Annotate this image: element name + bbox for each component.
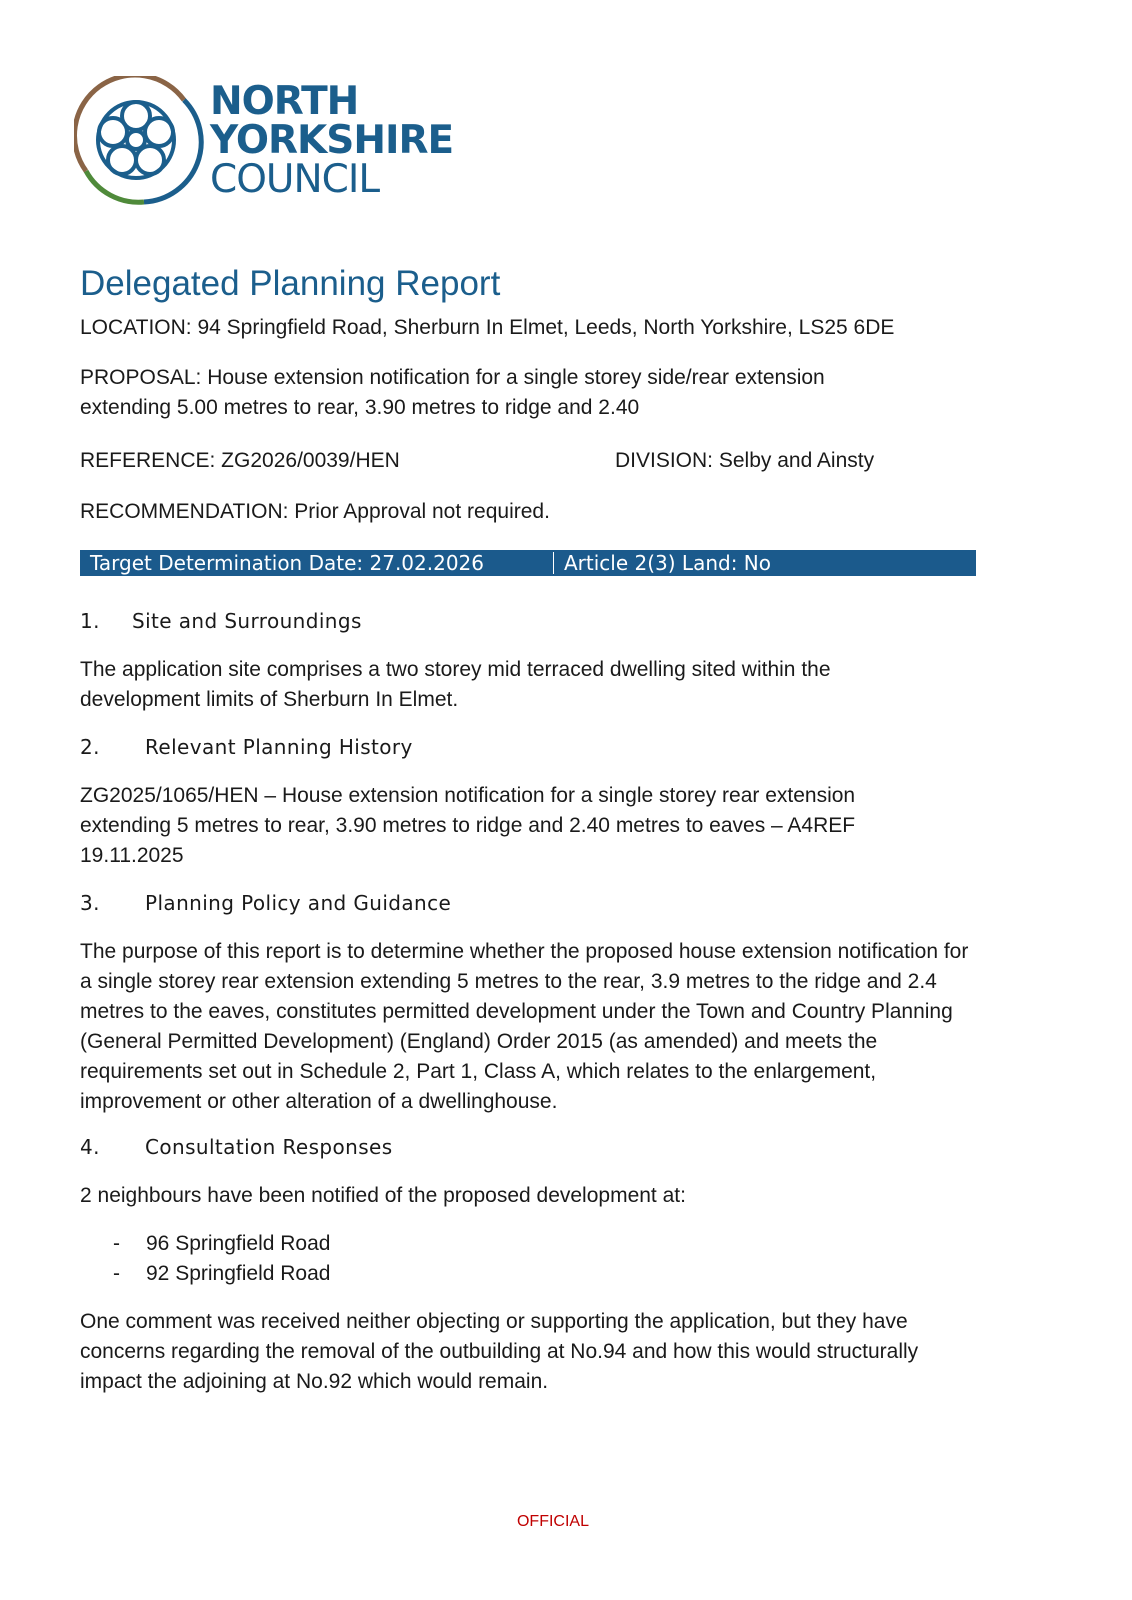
list-item: [80, 1259, 330, 1289]
location: LOCATION: 94 Springfield Road, Sherburn In Elmet, Leeds, North Yorkshire, LS25 6DE: [80, 316, 895, 339]
section-number: 1.: [80, 609, 100, 633]
official-marking: OFFICIAL: [516, 1513, 589, 1530]
banner-divider: [553, 552, 554, 574]
logo-line-council: COUNCIL: [210, 157, 380, 202]
logo-line-yorkshire: YORKSHIRE: [210, 118, 454, 163]
section-3-heading: [80, 888, 451, 918]
section-2-body: ZG2025/1065/HEN – House extension notification for a single storey rear extension extending 5 metres to rear, 3.90 metres to ridge and 2.40 metres to eaves – A4REF 19.11.2025: [80, 784, 856, 867]
neighbour-list: [80, 1229, 330, 1289]
section-1-body: The application site comprises a two storey mid terraced dwelling sited within the development limits of Sherburn In Elmet.: [80, 658, 831, 711]
list-item-text: 92 Springfield Road: [146, 1262, 331, 1285]
section-3-body: The purpose of this report is to determine whether the proposed house extension notification for a single storey rear extension extending 5 metres to the rear, 3.9 metres to the ridge and 2.4 metres to the eaves, constitutes permitted development under the Town and Country Planning (General Permitted Development) (England) Order 2015 (as amended) and meets the requirements set out in Schedule 2, Part 1, Class A, which relates to the enlargement, improvement or other alteration of a dwellinghouse.: [80, 940, 969, 1113]
division: DIVISION: Selby and Ainsty: [615, 449, 875, 472]
article-land: Article 2(3) Land: No: [564, 551, 771, 575]
section-1-heading: [80, 606, 362, 636]
section-2-heading: [80, 732, 413, 762]
reference: REFERENCE: ZG2026/0039/HEN: [80, 449, 400, 472]
section-number: 2.: [80, 735, 100, 759]
list-item: [80, 1229, 330, 1259]
section-title: Relevant Planning History: [145, 735, 413, 759]
section-title: Consultation Responses: [145, 1135, 393, 1159]
page-title: Delegated Planning Report: [80, 264, 501, 303]
section-4-body: 2 neighbours have been notified of the proposed development at:: [80, 1184, 686, 1207]
section-4-after: One comment was received neither objecting or supporting the application, but they have concerns regarding the removal of the outbuilding at No.94 and how this would structurally impact the adjoining at No.92 which would remain.: [80, 1310, 919, 1393]
recommendation: RECOMMENDATION: Prior Approval not required.: [80, 500, 550, 523]
list-item-text: 96 Springfield Road: [146, 1232, 331, 1255]
section-title: Planning Policy and Guidance: [145, 891, 452, 915]
logo-line-north: NORTH: [210, 79, 359, 124]
target-date: Target Determination Date: 27.02.2026: [90, 551, 485, 575]
section-title: Site and Surroundings: [132, 609, 362, 633]
section-number: 4.: [80, 1135, 100, 1159]
bullet-dash: -: [113, 1262, 120, 1285]
council-logo: [74, 76, 474, 206]
bullet-dash: -: [113, 1232, 120, 1255]
proposal: PROPOSAL: House extension notification for a single storey side/rear extension extending 5.00 metres to rear, 3.90 metres to ridge and 2.40: [80, 366, 825, 419]
reference-row: [80, 446, 980, 476]
determination-banner: [80, 550, 976, 576]
section-number: 3.: [80, 891, 100, 915]
section-4-heading: [80, 1132, 393, 1162]
rose-icon: [74, 76, 204, 206]
